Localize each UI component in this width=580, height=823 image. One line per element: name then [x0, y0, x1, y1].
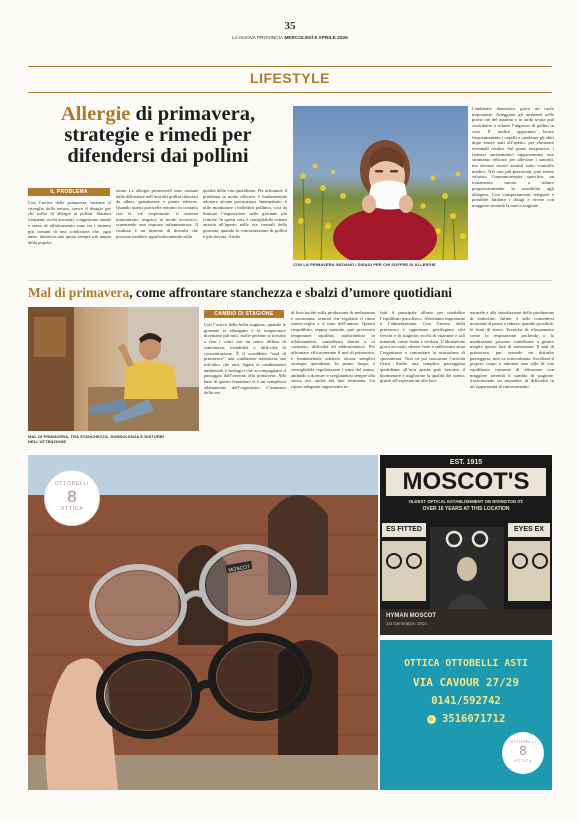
article1-title-rest: di primavera, — [130, 103, 256, 125]
section-rule — [28, 92, 552, 93]
article2-label: CAMBIO DI STAGIONE — [204, 310, 284, 318]
shop-address: VIA CAVOUR 27/29 — [413, 676, 519, 689]
tired-man-illustration — [28, 307, 199, 431]
shop-whatsapp: 3516071712 — [442, 713, 506, 725]
moscot-line2: OVER 16 YEARS AT THIS LOCATION — [422, 506, 510, 512]
article1-col2: zione. Le allergie primaverili sono causate dalla diffusione nell’aria dei pollini rilasciati da alberi, graminacee e piante erbacee. Quando questi particelle entrano in contatto con le vie respiratorie, il sistema immunitario reagisce in modo eccessivo, scatenando una risposta infiammatoria. Il risultato è un insieme di disturbi che possono incidere significativamente sulla — [116, 188, 198, 239]
moscot-brand: MOSCOT'S — [386, 468, 546, 496]
article2-title-rest: , come affrontare stanchezza e sbalzi d’umore quotidiani — [129, 285, 452, 300]
seal-mark: 8 — [519, 743, 527, 758]
article1-col4: l’ambiente domestico gioca un ruolo importante. Arieggiare gli ambienti nelle prime ore del mattino o in tarda serata può contribuire a ridurre l’ingresso di pollini in casa. È inoltre opportuno lavare frequentemente i capelli e cambiare gli abiti dopo essere stati all’aperto, per eliminare eventuali residui. Sul piano terapeutico, i farmaci antistaminici rappresentano uno strumento efficace per alleviare i sintomi, ma devono essere assunti sotto controllo medico. Nei casi più persistenti, può essere valutata l’immunoterapia specifica, un trattamento mirato a ridurre progressivamente la sensibilità agli allergeni. Con comportamenti adeguati e possibile limitare i disagi e vivere con maggiore serenità la nuova stagione. — [472, 106, 554, 208]
article1-title-accent: Allergie — [60, 103, 131, 125]
tired-man-photo — [28, 307, 199, 431]
page-number: 35 — [284, 20, 296, 32]
shop-name: OTTICA OTTOBELLI ASTI — [404, 658, 528, 669]
seal-bottom: OTTICA — [514, 758, 532, 763]
article1-col1: Con l’arrivo della primavera, insieme al risveglio della natura, cresce il disagio per chi soffre di allergie ai pollini. Starnuti frequenti, occhi arrossati, congestione nasale e senso di affaticamento sono tra i sintomi più comuni di una condizione che, ogni anno, interessa una quota sempre più ampia della popola- — [28, 200, 111, 245]
article2-title-accent: Mal di primavera — [28, 285, 130, 300]
article1-title-line3: difendersi dai pollini — [67, 145, 249, 167]
header-rule — [28, 66, 552, 67]
moscot-panel-right: EYES EX — [508, 523, 550, 537]
moscot-est-label: EST. — [449, 459, 465, 466]
moscot-subtitle: 1st Generation 1914 — [386, 621, 427, 626]
article1-label: IL PROBLEMA — [28, 188, 110, 196]
article2-headline — [28, 285, 558, 301]
article-divider — [28, 280, 552, 281]
article2-col3: fatti il principale alleato per ristabilire l’equilibrio psicofisico. Altrettanto importante è l’alimentazione. Con l’arrivo della primavera è opportuno privilegiare cibi freschi e di stagione, ricchi di vitamine e sali minerali, come frutta e verdura. L’idratazione gioca un ruolo chiave: bere a sufficienza aiuta l’organismo a contrastare la sensazione di spossatezza. Non va poi trascurata l’attività fisica. Anche una semplice passeggiata quotidiana all’aria aperta può favorire il buonumore e migliorare la qualità del sonno, grazie all’esposizione alla luce — [380, 310, 465, 384]
shop-phone: 0141/592742 — [431, 695, 501, 707]
tired-man-photo-caption: MAL DI PRIMAVERA, TRA STANCHEZZA, SONNOLENZA E DISTURBI NELL’ATTENZIONE — [28, 434, 165, 444]
article2-col2: di luce incide sulla produzione di melatonina e serotonina, ormoni che regolano il ritmo sonno-veglia e il tono dell’umore. Questo riequilibrio, seppur naturale, può provocare temporanei squilibri, traducendosi in affaticamento, sonnolenza diurna o, al contrario, difficoltà ad addormentarsi. Per affrontare efficacemente il mal di primavera, è fondamentale adottare alcune semplici strategie quotidiane. In primo luogo, è consigliabile regolarizzare i ritmi del sonno, andando a dormire e svegliandosi sempre alla stessa ora, anche nei fine settimana. Un riposo adeguato rappresenta in- — [291, 310, 375, 390]
ottobelli-logo-bottom: OTTICA — [60, 506, 84, 512]
allergy-photo-illustration — [293, 106, 468, 260]
ottobelli-logo — [44, 470, 100, 526]
article1-headline — [28, 104, 288, 167]
moscot-panel-left: ES FITTED — [382, 523, 426, 537]
moscot-est-year: 1915 — [466, 459, 483, 466]
article2-col4: naturale e alla stimolazione della produzione di endorfine. Infine, è utile concedersi momenti di pausa e ridurre, quando possibile, le fonti di stress. Tecniche di rilassamento come la respirazione profonda o la meditazione possono contribuire a gestire meglio questa fase di transizione. Il mal di primavera, pur essendo un disturbo passeggero, non va sottovalutato. Ascoltare il proprio corpo e adottare uno stile di vita equilibrato consente di affrontare con maggiore serenità il cambio di stagione, trasformando un momento di difficoltà in un’opportunità di rinnovamento. — [470, 310, 554, 390]
shop-whatsapp-row[interactable] — [380, 713, 552, 726]
shop-info-panel — [380, 640, 552, 790]
masthead: LA NUOVA PROVINCIA — [232, 36, 283, 41]
article1-title-line2: strategie e rimedi per — [64, 124, 252, 146]
article2-col1: Con l’arrivo della bella stagione, quando le giornate si allungano e le temperature diventano più miti, molte persone si trovano a fare i conti con un senso diffuso di stanchezza, irritabilità e difficoltà di concentrazione. È il cosiddetto “mal di primavera”, una condizione transitoria, ma tutt’altro che rara, legata ai cambiamenti ambientali e biologici che accompagnano il passaggio dall’inverno alla primavera. Alla base di questo fenomeno vi è un complesso adattamento dell’organismo. L’aumento delle ore — [204, 322, 286, 396]
article1-col3: qualità della vita quotidiana. Per affrontare il problema in modo efficace, è fondamentale adottare alcune precauzioni. Innanzitutto, è utile monitorare i bollettini pollinici, così da limitare l’esposizione nelle giornate più critiche. In questi casi, è consigliabile evitare attività all’aperto nelle ore centrali della giornata, quando la concentrazione di pollini è più elevata. Anche — [203, 188, 287, 239]
moscot-name: HYMAN MOSCOT — [386, 613, 436, 619]
moscot-est — [380, 459, 552, 466]
masthead-line — [0, 36, 580, 41]
whatsapp-icon: ✆ — [427, 715, 436, 724]
ottobelli-seal — [502, 732, 544, 774]
allergy-photo — [293, 106, 468, 260]
moscot-sign — [380, 455, 552, 635]
ottobelli-logo-mark: 8 — [67, 487, 77, 506]
issue-date: MERCOLEDÌ 8 APRILE 2026 — [284, 36, 348, 41]
seal-top: OTTOBELLI — [509, 739, 537, 744]
ottobelli-logo-top: OTTOBELLI — [54, 481, 90, 487]
section-title: LIFESTYLE — [250, 70, 330, 86]
allergy-photo-caption: CON LA PRIMAVERA INIZIANO I DISAGI PER CHI SOFFRE DI ALLERGIE — [293, 262, 436, 267]
frame-brand-text: MOSCOT — [228, 564, 251, 574]
moscot-line1: OLDEST OPTICAL ESTABLISHMENT ON RIVINGTON ST. — [408, 499, 524, 504]
